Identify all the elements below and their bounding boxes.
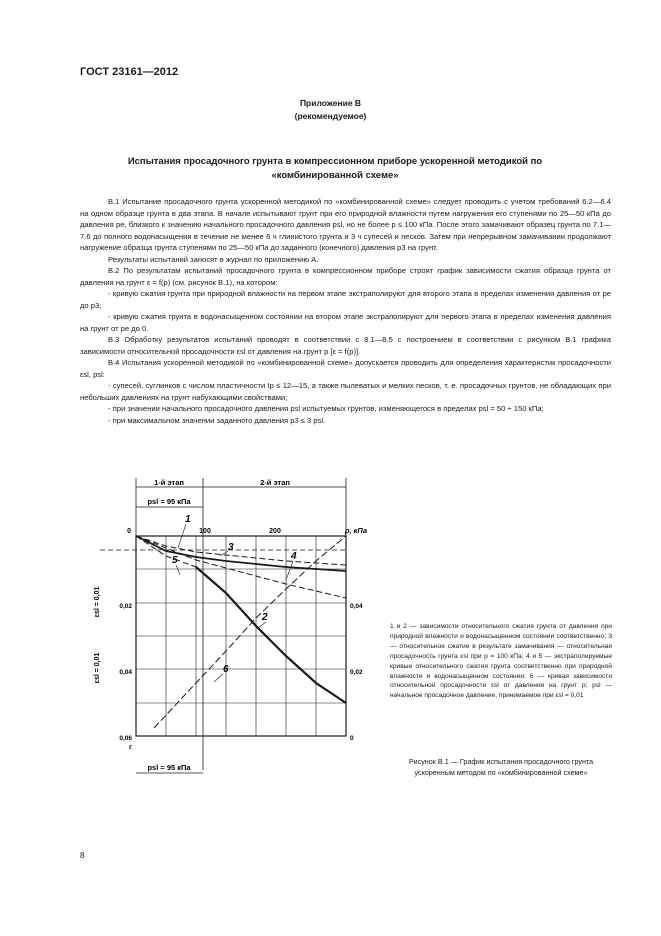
paragraph-item: - при значении начального просадочного давления psl испытуемых грунтов, изменяющегося в пределах psl = 50 ÷ 150 кПа; xyxy=(108,404,544,413)
curve-label-5: 5 xyxy=(172,555,178,566)
curve-6 xyxy=(154,536,346,728)
figure-caption: Рисунок В.1 — График испытания просадочного грунта ускоренным методом по «комбинированной схеме» xyxy=(408,757,594,777)
left-tick-006: 0,06 xyxy=(119,735,132,742)
paragraph-item: - супесей, суглинков с числом пластичности Ip ≤ 12—15, а также пылеватых и мелких песков, т. е. просадочных грунтов, не обладающих при небольших давлениях на грунт набухающими свойствами; xyxy=(80,381,611,402)
p-tick-200: 200 xyxy=(269,528,281,535)
paragraph-item: - кривую сжатия грунта при природной влажности на первом этапе экстраполируют для второго этапа в пределах изменения давления от pe до p3; xyxy=(80,289,611,310)
page-number: 8 xyxy=(80,851,85,860)
left-tick-002: 0,02 xyxy=(119,603,132,610)
psl-bottom-label: psl = 95 кПа xyxy=(147,763,191,772)
paragraph-b4: В.4 Испытания ускоренной методикой по «комбинированной схеме» допускается проводить для определения характеристик просадочности εsl, psl: xyxy=(80,358,611,379)
right-tick-002: 0,02 xyxy=(350,669,363,676)
paragraph-b2: В.2 По результатам испытаний просадочного грунта в компрессионном приборе строят график зависимости сжатия образца грунта от давления на грунт ε = f(p) (см. рисунок В.1), на котором: xyxy=(80,266,611,287)
annex-title: Приложение В xyxy=(299,98,362,108)
right-tick-0: 0 xyxy=(350,735,354,742)
p-axis-label: p, кПа xyxy=(344,526,367,535)
right-tick-004: 0,04 xyxy=(350,603,363,610)
paragraph-b3: В.3 Обработку результатов испытаний проводят в соответствии с 8.1—8.5 с построением в соответствии с рисунком В.1 графика зависимости относительной просадочности εsl от давления на грунт p [ε = f(p)]. xyxy=(80,335,611,356)
paragraph-b1: В.1 Испытание просадочного грунта ускоренной методикой по «комбинированной схеме» следует проводить с учетом требований 6.2—6.4 на одном образце грунта в два этапа. В начале испытывают грунт при его природной влажности путем нагружения его ступенями по 25—50 кПа до давления pe, близкого к значению начального просадочного давления psl, но не более p ≤ 100 кПа. После этого замачивают образец грунта по 7.1—7.6 до полного водонасыщения в течение не менее 6 ч глинистого грунта и 3 ч супесей и песков. Затем при непрерывном замачивании продолжают нагружение образца грунта ступенями по 25—50 кПа до заданного (конечного) давления p3 на грунт. xyxy=(80,197,611,252)
curve-4 xyxy=(136,536,346,598)
curve-1 xyxy=(136,536,346,571)
eps-axis-label: ε xyxy=(128,744,132,751)
curve-label-6: 6 xyxy=(223,664,229,675)
stage2-label: 2-й этап xyxy=(260,478,290,487)
paragraph-item: - кривую сжатия грунта в водонасыщенном состоянии на втором этапе экстраполируют для первого этапа в пределах изменения давления на грунт от pe до 0. xyxy=(80,312,611,333)
document-header: ГОСТ 23161—2012 xyxy=(80,66,179,78)
curve-label-4: 4 xyxy=(291,551,297,562)
curve-label-2: 2 xyxy=(262,612,268,623)
figure-legend xyxy=(390,622,612,701)
grid xyxy=(136,536,346,736)
figure-b1-chart xyxy=(80,470,380,780)
psl-top-label: psl = 95 кПа xyxy=(147,497,191,506)
paragraph-item: - при максимальном значении заданного давления p3 ≤ 3 psl. xyxy=(108,415,326,425)
esl-label-lower: εsl = 0,01 xyxy=(94,652,101,684)
curve-label-1: 1 xyxy=(185,514,191,525)
stage1-label: 1-й этап xyxy=(154,478,184,487)
curve-2 xyxy=(196,567,346,703)
esl-label-upper: εsl = 0,01 xyxy=(94,586,101,618)
left-tick-004: 0,04 xyxy=(119,669,132,676)
section-title: Испытания просадочного грунта в компрессионном приборе ускоренной методикой по «комбинированной схеме» xyxy=(127,156,543,181)
curve-label-3: 3 xyxy=(228,542,234,553)
annex-note: (рекомендуемое) xyxy=(294,111,367,121)
paragraph-results: Результаты испытаний заносят в журнал по приложению А. xyxy=(108,254,319,264)
body-text xyxy=(80,196,611,426)
p-tick-0: 0 xyxy=(127,528,131,535)
p-tick-100: 100 xyxy=(199,528,211,535)
legend-text: 1 и 2 — зависимости относительного сжатия грунта от давления при природной влажности и водонасыщенном состоянии соответственно; 3 — относительное сжатие в результате замачивания — относительная просадочность грунта εsl при p = 100 кПа; 4 и 5 — экстраполируемые кривые относительного сжатия грунта соответственно при природной влажности и водонасыщенном состоянии; 6 — кривая зависимости относительной просадочности εsl от давления на грунт p; psl — начальное просадочное давление, принимаемое при εsl = 0,01 xyxy=(390,623,612,700)
